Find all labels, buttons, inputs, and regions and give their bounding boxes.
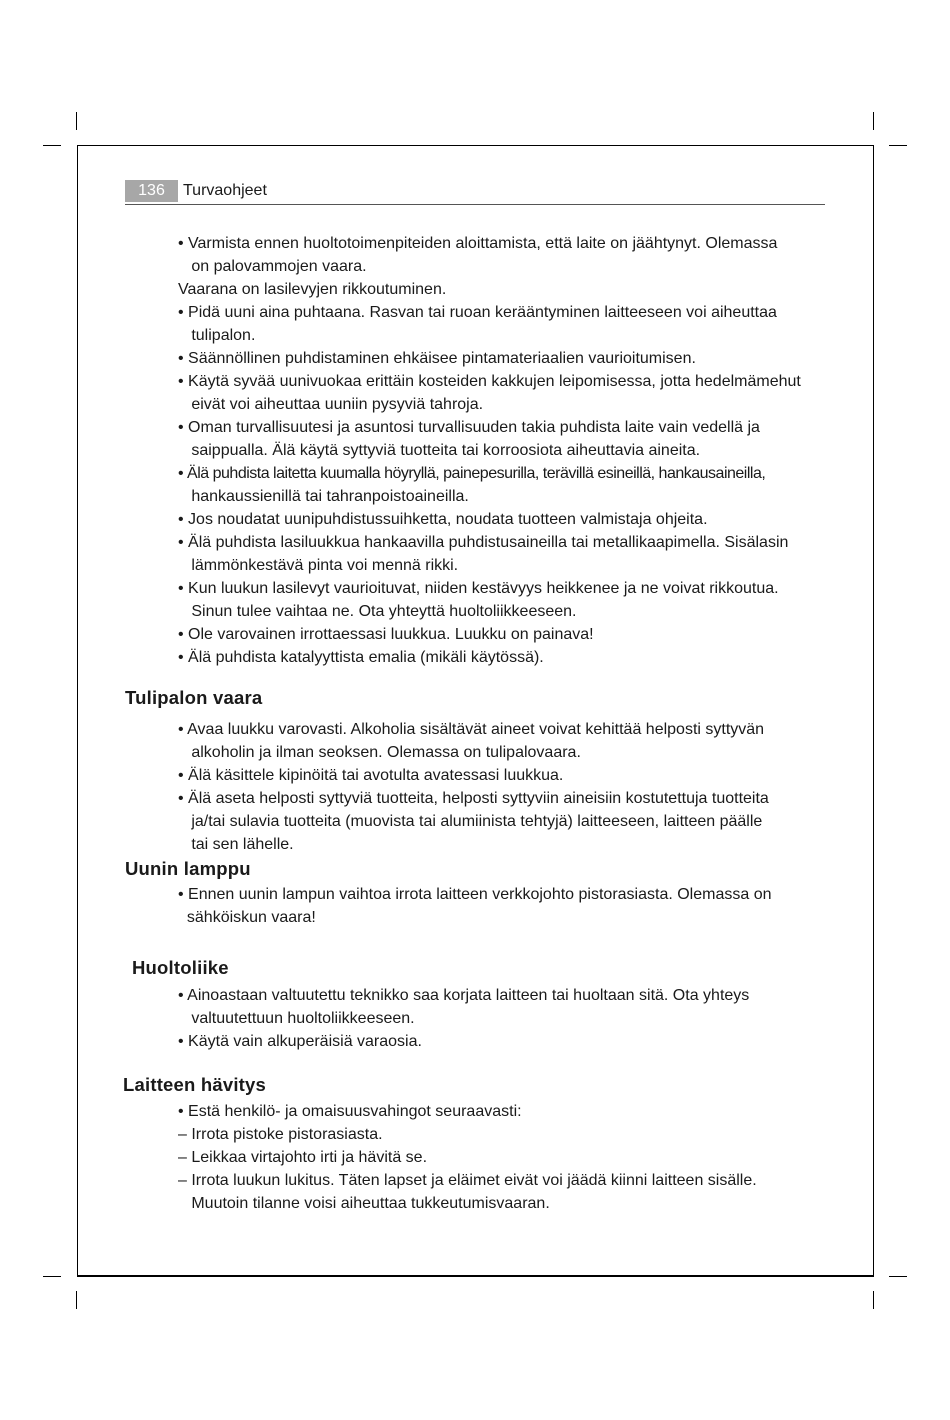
running-header: [125, 179, 825, 205]
list-item: • Ole varovainen irrottaessasi luukkua. Luukku on painava!: [178, 626, 594, 643]
intro-list: [178, 232, 838, 669]
list-item: • Pidä uuni aina puhtaana. Rasvan tai ruoan kerääntyminen laitteeseen voi aiheuttaa: [178, 304, 777, 321]
list-item: – Irrota pistoke pistorasiasta.: [178, 1126, 383, 1143]
list-item: alkoholin ja ilman seoksen. Olemassa on tulipalovaara.: [178, 744, 581, 761]
crop-mark: [889, 145, 907, 146]
crop-mark: [76, 1291, 77, 1309]
crop-mark: [873, 112, 874, 130]
list-item: • Estä henkilö- ja omaisuusvahingot seuraavasti:: [178, 1103, 522, 1120]
list-item: tai sen lähelle.: [178, 836, 294, 853]
list-item: • Älä puhdista katalyyttista emalia (mikäli käytössä).: [178, 649, 544, 666]
list-item: eivät voi aiheuttaa uuniin pysyviä tahroja.: [178, 396, 484, 413]
section-heading: Laitteen hävitys: [123, 1074, 267, 1095]
section-title: Turvaohjeet: [183, 182, 267, 199]
list-item: • Ainoastaan valtuutettu teknikko saa korjata laitteen tai huoltaan sitä. Ota yhteys: [178, 987, 750, 1004]
page-frame-top: [77, 145, 874, 146]
list-item: lämmönkestävä pinta voi mennä rikki.: [178, 557, 459, 574]
list-item: • Ennen uunin lampun vaihtoa irrota laitteen verkkojohto pistorasiasta. Olemassa on: [178, 886, 772, 903]
list-item: • Älä aseta helposti syttyviä tuotteita, helposti syttyviin aineisiin kostutettuja tuotteita: [178, 790, 769, 807]
section-list: [178, 718, 838, 856]
section-list: [178, 883, 838, 929]
page-number: 136: [125, 180, 178, 202]
list-item: ja/tai sulavia tuotteita (muovista tai alumiinista tehtyjä) laitteeseen, laitteen päälle: [178, 813, 763, 830]
list-item: valtuutettuun huoltoliikkeeseen.: [178, 1010, 415, 1027]
list-item: Vaarana on lasilevyjen rikkoutuminen.: [178, 281, 447, 298]
page-frame-left: [77, 145, 78, 1276]
page-frame-bottom: [77, 1275, 874, 1277]
list-item: Sinun tulee vaihtaa ne. Ota yhteyttä huoltoliikkeeseen.: [178, 603, 577, 620]
crop-mark: [76, 112, 77, 130]
list-item: • Kun luukun lasilevyt vaurioituvat, niiden kestävyys heikkenee ja ne voivat rikkoutua.: [178, 580, 779, 597]
list-item: on palovammojen vaara.: [178, 258, 367, 275]
list-item: • Avaa luukku varovasti. Alkoholia sisältävät aineet voivat kehittää helposti syttyvän: [178, 721, 765, 738]
list-item: hankaussienillä tai tahranpoistoaineilla.: [178, 488, 469, 505]
list-item: • Säännöllinen puhdistaminen ehkäisee pintamateriaalien vaurioitumisen.: [178, 350, 696, 367]
list-item: – Irrota luukun lukitus. Täten lapset ja eläimet eivät voi jäädä kiinni laitteen sisälle.: [178, 1172, 757, 1189]
list-item: Muutoin tilanne voisi aiheuttaa tukkeutumisvaaran.: [178, 1195, 550, 1212]
crop-mark: [889, 1276, 907, 1277]
list-item: sähköiskun vaara!: [178, 909, 316, 926]
section-heading: Tulipalon vaara: [125, 687, 263, 708]
crop-mark: [43, 1276, 61, 1277]
list-item: tulipalon.: [178, 327, 256, 344]
section-heading: Uunin lamppu: [125, 858, 251, 879]
list-item: – Leikkaa virtajohto irti ja hävitä se.: [178, 1149, 428, 1166]
list-item: • Käytä vain alkuperäisiä varaosia.: [178, 1033, 422, 1050]
section-list: [178, 1100, 838, 1215]
list-item: • Älä puhdista lasiluukkua hankaavilla puhdistusaineilla tai metallikaapimella. Sisälasin: [178, 534, 789, 551]
list-item: • Käytä syvää uunivuokaa erittäin kosteiden kakkujen leipomisessa, jotta hedelmämehut: [178, 373, 801, 390]
list-item: • Jos noudatat uunipuhdistussuihketta, noudata tuotteen valmistaja ohjeita.: [178, 511, 708, 528]
crop-mark: [43, 145, 61, 146]
list-item: • Älä puhdista laitetta kuumalla höyryllä, painepesurilla, terävillä esineillä, hankausaineilla,: [178, 465, 766, 482]
section-heading: Huoltoliike: [132, 957, 229, 978]
header-rule: [125, 204, 825, 205]
list-item: • Oman turvallisuutesi ja asuntosi turvallisuuden takia puhdista laite vain vedellä ja: [178, 419, 760, 436]
list-item: • Varmista ennen huoltotoimenpiteiden aloittamista, että laite on jäähtynyt. Olemassa: [178, 235, 778, 252]
list-item: saippualla. Älä käytä syttyviä tuotteita tai korroosiota aiheuttavia aineita.: [178, 442, 701, 459]
crop-mark: [873, 1291, 874, 1309]
section-list: [178, 984, 838, 1053]
list-item: • Älä käsittele kipinöitä tai avotulta avatessasi luukkua.: [178, 767, 564, 784]
page-frame-right: [873, 145, 874, 1276]
